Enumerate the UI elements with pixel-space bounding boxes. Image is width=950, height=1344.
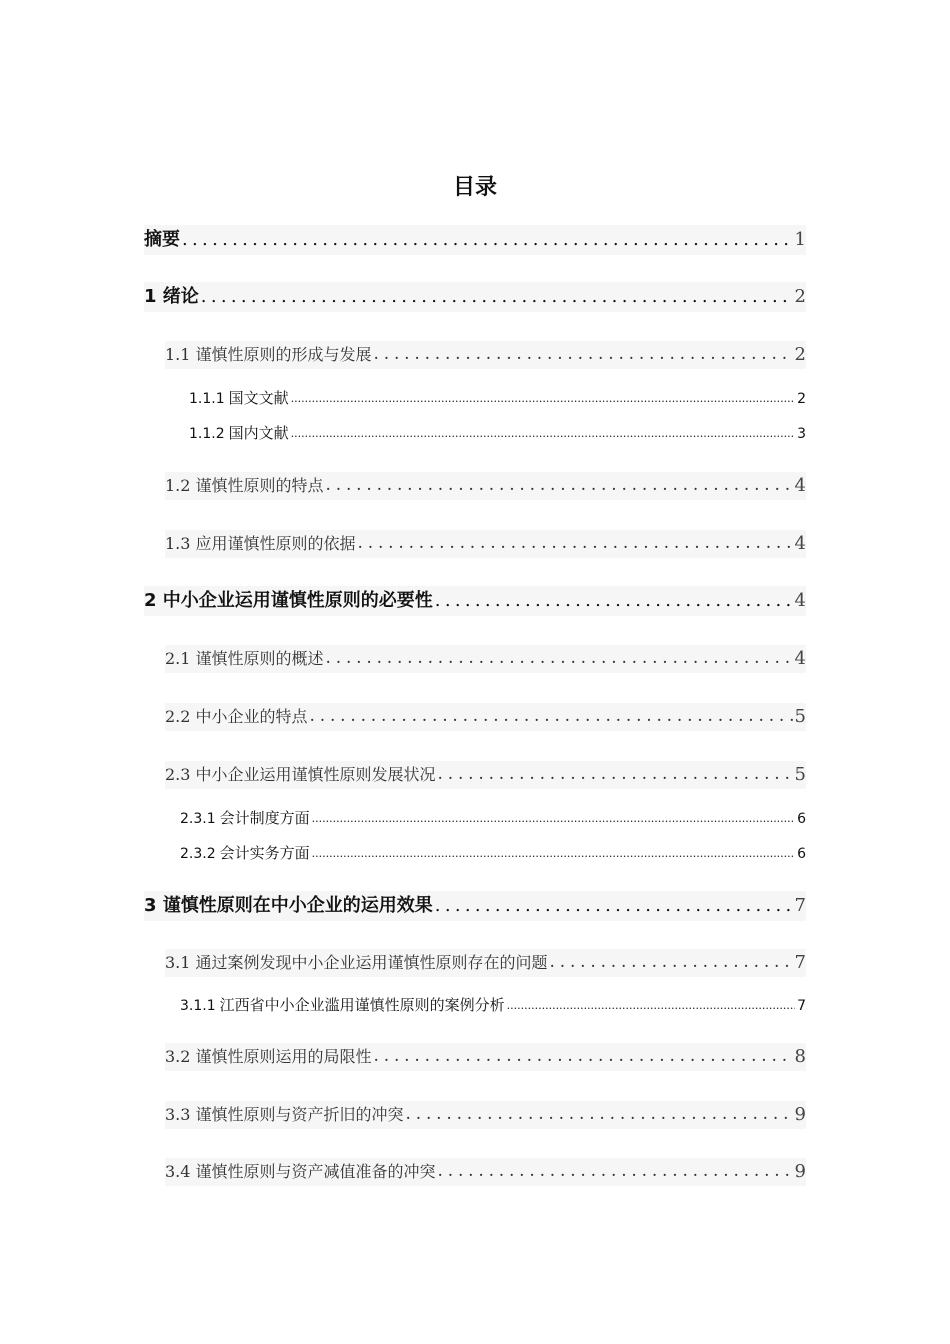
toc-entry-label: 1 绪论 xyxy=(144,285,199,307)
toc-entry-number: 2.3.2 xyxy=(180,845,216,862)
toc-entry-label: 3.2 谨慎性原则运用的局限性 xyxy=(165,1046,372,1066)
toc-title: 目录 xyxy=(452,175,497,200)
toc-entry-subsection-2-3-2[interactable] xyxy=(180,843,806,865)
toc-entry-subsection-2-3-1[interactable] xyxy=(180,808,806,830)
toc-entry-section-2-1[interactable] xyxy=(165,645,806,673)
toc-page-number: 4 xyxy=(794,647,806,669)
toc-entry-section-1-3[interactable] xyxy=(165,530,806,558)
toc-page-number: 7 xyxy=(797,997,806,1014)
toc-entry-label: 2.1 谨慎性原则的概述 xyxy=(165,648,324,668)
toc-dot-leader xyxy=(507,1000,795,1013)
toc-dot-leader xyxy=(374,345,793,365)
toc-entry-label: 3.3 谨慎性原则与资产折旧的冲突 xyxy=(165,1104,404,1124)
toc-dot-leader xyxy=(326,476,793,496)
toc-dot-leader xyxy=(438,1162,793,1182)
toc-entry-subsection-1-1-1[interactable] xyxy=(189,388,806,410)
toc-entry-chapter-1[interactable] xyxy=(144,282,806,312)
toc-entry-label: 国文文献 xyxy=(228,389,289,408)
toc-entry-subsection-3-1-1[interactable] xyxy=(180,995,806,1017)
toc-dot-leader xyxy=(182,230,793,251)
toc-page-number: 5 xyxy=(794,705,806,727)
toc-entry-label: 3 谨慎性原则在中小企业的运用效果 xyxy=(144,894,433,916)
toc-page-number: 9 xyxy=(794,1103,806,1125)
toc-page-number: 4 xyxy=(794,589,806,611)
toc-entry-subsection-1-1-2[interactable] xyxy=(189,423,806,445)
toc-entry-number: 2.3.1 xyxy=(180,810,216,827)
toc-page-number: 8 xyxy=(794,1045,806,1067)
toc-page-number: 7 xyxy=(794,894,806,916)
toc-entry-label: 会计制度方面 xyxy=(219,809,310,828)
toc-dot-leader xyxy=(406,1105,793,1125)
toc-entry-label: 江西省中小企业滥用谨慎性原则的案例分析 xyxy=(219,996,505,1015)
toc-dot-leader xyxy=(291,393,795,406)
toc-entry-number: 1.1.1 xyxy=(189,390,225,407)
toc-entry-label: 3.4 谨慎性原则与资产减值准备的冲突 xyxy=(165,1161,436,1181)
toc-entry-section-3-3[interactable] xyxy=(165,1101,806,1129)
toc-entry-abstract[interactable] xyxy=(144,225,806,255)
toc-entry-section-1-1[interactable] xyxy=(165,341,806,369)
toc-dot-leader xyxy=(291,428,795,441)
toc-dot-leader xyxy=(312,848,795,861)
toc-page-number: 5 xyxy=(794,763,806,785)
toc-entry-label: 1.1 谨慎性原则的形成与发展 xyxy=(165,344,372,364)
toc-entry-label: 1.3 应用谨慎性原则的依据 xyxy=(165,533,356,553)
toc-dot-leader xyxy=(435,591,793,612)
toc-entry-section-3-2[interactable] xyxy=(165,1043,806,1071)
toc-entry-section-2-2[interactable] xyxy=(165,703,806,731)
toc-entry-label: 2 中小企业运用谨慎性原则的必要性 xyxy=(144,589,433,611)
toc-page-number: 9 xyxy=(794,1160,806,1182)
toc-page-number: 3 xyxy=(797,425,806,442)
toc-dot-leader xyxy=(435,896,793,917)
toc-entry-chapter-2[interactable] xyxy=(144,586,806,616)
toc-page-number: 4 xyxy=(794,474,806,496)
toc-page-number: 4 xyxy=(794,532,806,554)
toc-page-number: 2 xyxy=(794,285,806,307)
toc-page-number: 7 xyxy=(794,951,806,973)
toc-entry-section-3-1[interactable] xyxy=(165,949,806,977)
toc-entry-label: 摘要 xyxy=(144,228,180,250)
toc-entry-number: 3.1.1 xyxy=(180,997,216,1014)
toc-entry-label: 2.2 中小企业的特点 xyxy=(165,706,308,726)
toc-page-number: 1 xyxy=(794,228,806,250)
toc-entry-label: 2.3 中小企业运用谨慎性原则发展状况 xyxy=(165,764,436,784)
toc-dot-leader xyxy=(312,813,795,826)
toc-entry-label: 3.1 通过案例发现中小企业运用谨慎性原则存在的问题 xyxy=(165,952,548,972)
toc-dot-leader xyxy=(438,765,793,785)
toc-dot-leader xyxy=(550,953,793,973)
toc-page-number: 6 xyxy=(797,845,806,862)
toc-entry-label: 会计实务方面 xyxy=(219,844,310,863)
toc-entry-chapter-3[interactable] xyxy=(144,891,806,921)
toc-entry-section-3-4[interactable] xyxy=(165,1158,806,1186)
toc-dot-leader xyxy=(326,649,793,669)
toc-dot-leader xyxy=(358,534,793,554)
toc-entry-section-1-2[interactable] xyxy=(165,472,806,500)
toc-dot-leader xyxy=(201,287,793,308)
toc-entry-label: 1.2 谨慎性原则的特点 xyxy=(165,475,324,495)
toc-dot-leader xyxy=(374,1047,793,1067)
toc-entry-section-2-3[interactable] xyxy=(165,761,806,789)
toc-page-number: 2 xyxy=(797,390,806,407)
toc-page-number: 6 xyxy=(797,810,806,827)
toc-dot-leader xyxy=(310,707,793,727)
toc-entry-number: 1.1.2 xyxy=(189,425,225,442)
toc-entry-label: 国内文献 xyxy=(228,424,289,443)
toc-page-number: 2 xyxy=(794,343,806,365)
